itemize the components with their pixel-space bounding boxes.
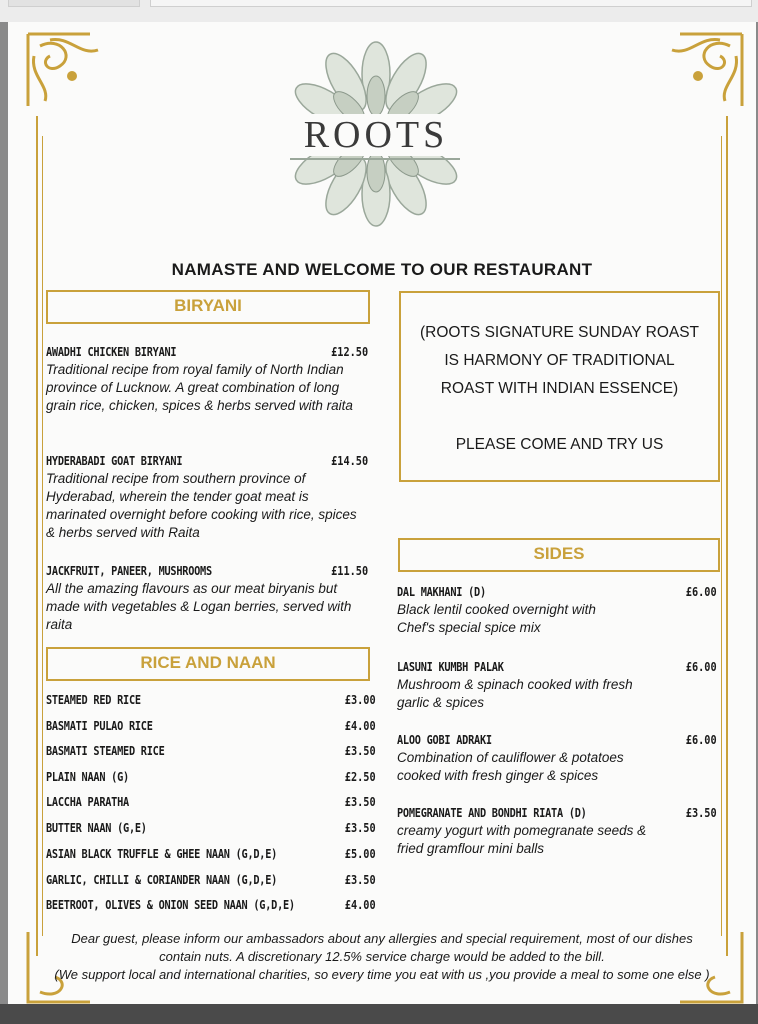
item-price: £5.00	[345, 846, 376, 861]
item-name: BASMATI STEAMED RICE	[46, 743, 165, 758]
item-price: £3.50	[345, 743, 376, 758]
menu-item	[46, 820, 376, 840]
item-price: £4.00	[345, 718, 376, 733]
item-price: £14.50	[330, 453, 368, 468]
menu-item	[397, 732, 717, 785]
item-name: POMEGRANATE AND BONDHI RIATA (D)	[397, 805, 587, 820]
menu-item	[46, 718, 376, 738]
menu-item	[46, 872, 376, 892]
sides-title: SIDES	[533, 544, 585, 563]
menu-item	[46, 563, 368, 634]
menu-item	[46, 846, 376, 866]
item-price: £3.50	[686, 805, 717, 820]
item-price: £2.50	[345, 769, 376, 784]
menu-item	[46, 453, 368, 542]
biryani-title: BIRYANI	[174, 296, 242, 315]
item-price: £6.00	[686, 659, 717, 674]
logo-divider	[290, 158, 460, 160]
item-price: £6.00	[686, 732, 717, 747]
item-name: ALOO GOBI ADRAKI	[397, 732, 492, 747]
menu-item	[46, 897, 376, 917]
corner-ornament-top-left-icon	[20, 26, 110, 116]
item-price: £12.50	[330, 344, 368, 359]
item-name: HYDERABADI GOAT BIRYANI	[46, 453, 183, 468]
promo-line: ROAST WITH INDIAN ESSENCE)	[440, 380, 679, 397]
item-name: LACCHA PARATHA	[46, 794, 129, 809]
welcome-heading: NAMASTE AND WELCOME TO OUR RESTAURANT	[171, 260, 593, 279]
promo-line: (ROOTS SIGNATURE SUNDAY ROAST	[419, 324, 700, 341]
item-name: BASMATI PULAO RICE	[46, 718, 153, 733]
charity-notice: (We support local and international charities, so every time you eat with us ,you provide a meal to some one else )	[54, 967, 710, 982]
promo-cta: PLEASE COME AND TRY US	[455, 436, 664, 453]
item-name: GARLIC, CHILLI & CORIANDER NAAN (G,D,E)	[46, 872, 278, 887]
item-description: Traditional recipe from royal family of North Indian province of Lucknow. A great combination of long grain rice, chicken, spices & herbs served with raita	[46, 362, 353, 413]
viewer-top-bar	[0, 0, 758, 22]
menu-item	[46, 794, 376, 814]
item-description: Black lentil cooked overnight with Chef's special spice mix	[397, 602, 596, 635]
rice-naan-title: RICE AND NAAN	[140, 653, 276, 672]
menu-item	[46, 769, 376, 789]
viewer-bottom-bar	[0, 1004, 758, 1024]
menu-item	[46, 692, 376, 712]
item-name: BEETROOT, OLIVES & ONION SEED NAAN (G,D,E)	[46, 897, 295, 912]
item-price: £4.00	[345, 897, 376, 912]
item-price: £3.00	[345, 692, 376, 707]
item-description: All the amazing flavours as our meat biryanis but made with vegetables & Logan berries, served with raita	[46, 581, 352, 632]
item-name: STEAMED RED RICE	[46, 692, 141, 707]
item-name: ASIAN BLACK TRUFFLE & GHEE NAAN (G,D,E)	[46, 846, 278, 861]
item-price: £11.50	[330, 563, 368, 578]
item-description: creamy yogurt with pomegranate seeds & fried gramflour mini balls	[397, 823, 647, 856]
item-name: DAL MAKHANI (D)	[397, 584, 486, 599]
promo-line: IS HARMONY OF TRADITIONAL	[444, 352, 675, 369]
sunday-roast-promo	[399, 291, 720, 482]
item-name: BUTTER NAAN (G,E)	[46, 820, 147, 835]
menu-item	[46, 344, 368, 415]
brand-name: ROOTS	[266, 114, 486, 156]
item-description: Combination of cauliflower & potatoes cooked with fresh ginger & spices	[397, 750, 624, 783]
menu-item	[397, 584, 717, 637]
item-name: JACKFRUIT, PANEER, MUSHROOMS	[46, 563, 212, 578]
viewer-tab-left	[8, 0, 140, 7]
footer-notice	[18, 930, 746, 984]
item-price: £3.50	[345, 794, 376, 809]
menu-item	[397, 659, 717, 712]
item-name: AWADHI CHICKEN BIRYANI	[46, 344, 177, 359]
menu-item	[397, 805, 717, 858]
item-price: £3.50	[345, 872, 376, 887]
item-price: £3.50	[345, 820, 376, 835]
viewer-tab-right	[150, 0, 752, 7]
item-description: Mushroom & spinach cooked with fresh garlic & spices	[397, 677, 633, 710]
menu-page	[8, 22, 756, 1004]
item-price: £6.00	[686, 584, 717, 599]
item-name: PLAIN NAAN (G)	[46, 769, 129, 784]
allergy-notice: Dear guest, please inform our ambassadors about any allergies and special requirement, most of our dishes contain nuts. A discretionary 12.5% service charge would be added to the bill.	[71, 931, 693, 964]
item-name: LASUNI KUMBH PALAK	[397, 659, 504, 674]
item-description: Traditional recipe from southern province of Hyderabad, wherein the tender goat meat is marinated overnight before cooking with rice, spices & herbs served with Raita	[46, 471, 357, 540]
corner-ornament-top-right-icon	[660, 26, 750, 116]
menu-item	[46, 743, 376, 763]
